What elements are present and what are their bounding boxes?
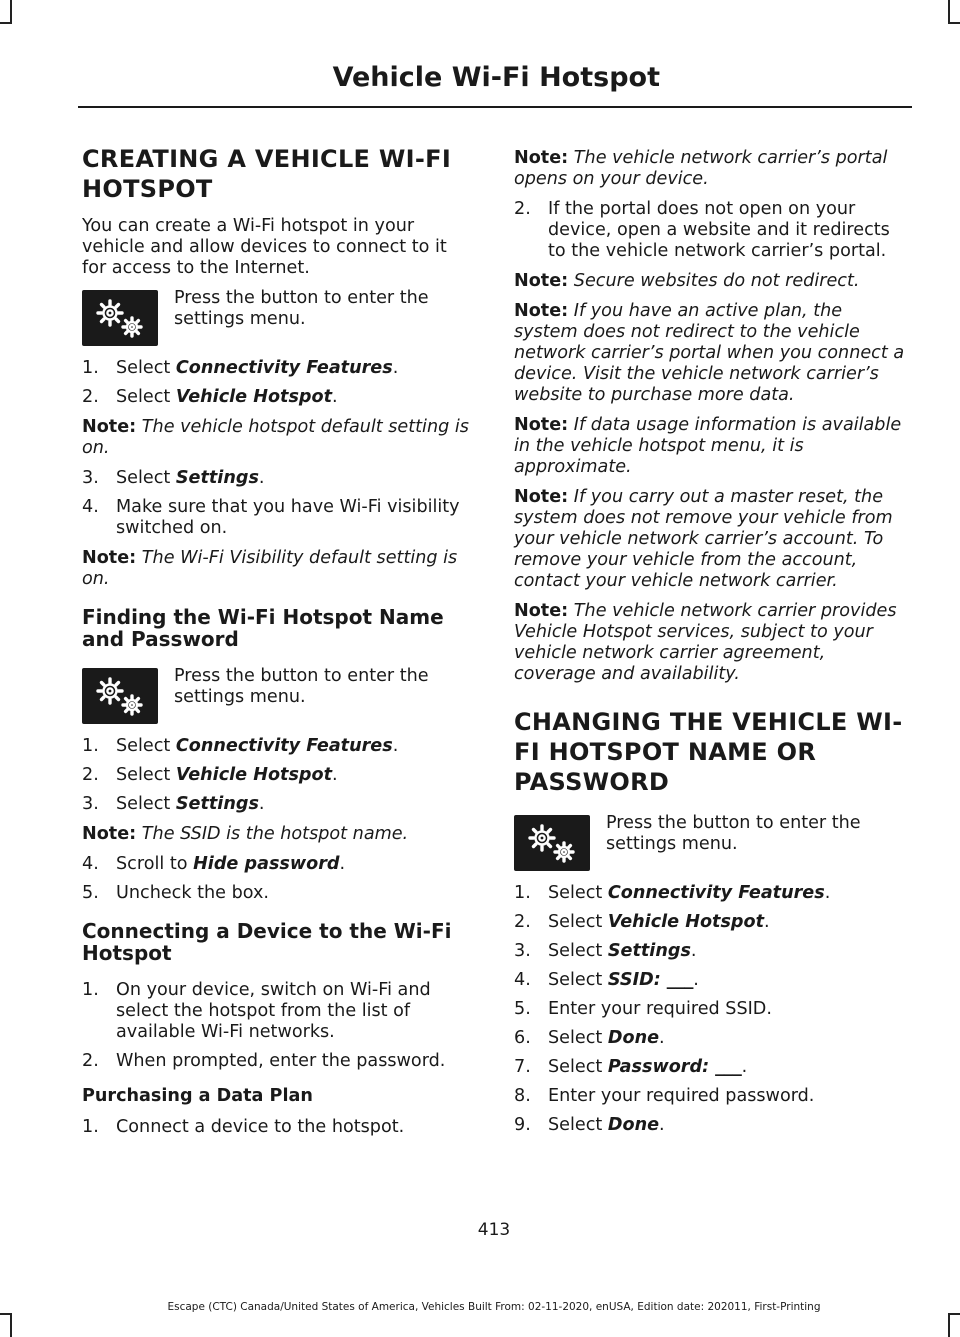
note: Note: Secure websites do not redirect.: [514, 271, 860, 291]
crop-mark: [0, 1313, 12, 1315]
heading-line: FI HOTSPOT NAME OR: [514, 738, 817, 766]
step-list: [82, 736, 474, 815]
step-text: .: [764, 912, 770, 932]
settings-instruction-text: Press the button to enter the settings menu.: [174, 288, 429, 329]
settings-instruction: [82, 666, 474, 724]
step-text: .: [332, 387, 338, 407]
note: Note: The vehicle network carrier’s portal opens on your device.: [514, 148, 888, 189]
note: Note: If you have an active plan, the system does not redirect to the vehicle network carrier’s portal when you connect a device. Visit the vehicle network carrier’s website to purchase more data.: [514, 301, 905, 405]
step-number: 1.: [82, 1117, 99, 1137]
list-item: [514, 941, 910, 962]
step-text: .: [824, 883, 831, 903]
list-item: [514, 999, 910, 1020]
step-text: .: [339, 854, 346, 874]
step-text: .: [693, 970, 699, 990]
step-number: 3.: [514, 941, 531, 961]
step-number: 1.: [82, 980, 99, 1000]
step-number: 5.: [82, 883, 99, 903]
step-number: 2.: [82, 765, 99, 785]
list-item: [82, 794, 474, 815]
step-text: Select: [116, 736, 176, 756]
note: Note: If data usage information is available in the vehicle hotspot menu, it is approximate.: [514, 415, 902, 477]
step-text: .: [392, 736, 399, 756]
step-list: [82, 358, 474, 408]
heading-line: CHANGING THE VEHICLE WI-: [514, 708, 903, 736]
note: Note: The SSID is the hotspot name.: [82, 824, 409, 844]
step-text: Select: [116, 765, 176, 785]
list-item: [82, 980, 474, 1043]
step-text: .: [258, 468, 265, 488]
note: Note: The vehicle hotspot default setting is on.: [82, 417, 469, 458]
intro-paragraph: You can create a Wi-Fi hotspot in your vehicle and allow devices to connect to it for access to the Internet.: [82, 216, 447, 278]
step-number: 1.: [82, 736, 99, 756]
crop-mark: [10, 0, 12, 22]
gear-icon: [514, 815, 590, 871]
step-text: .: [690, 941, 697, 961]
step-text: Uncheck the box.: [116, 883, 269, 903]
step-number: 5.: [514, 999, 531, 1019]
step-number: 4.: [82, 854, 99, 874]
list-item: [514, 199, 910, 262]
menu-option-name: Done: [607, 1028, 660, 1048]
menu-option-name: Connectivity Features: [175, 358, 393, 378]
menu-option-name: Settings: [175, 794, 259, 814]
menu-option-name: Vehicle Hotspot: [175, 765, 333, 785]
step-text: .: [659, 1115, 665, 1135]
step-number: 2.: [514, 199, 531, 219]
step-text: Enter your required password.: [548, 1086, 815, 1106]
list-item: [82, 1051, 474, 1072]
list-item: [82, 765, 474, 786]
footer-edition-text: Escape (CTC) Canada/United States of America, Vehicles Built From: 02-11-2020, enUSA, Edition date: 202011, First-Printing: [167, 1301, 821, 1313]
step-list: [514, 199, 910, 262]
list-item: [514, 883, 910, 904]
list-item: [82, 358, 474, 379]
section-heading: [514, 707, 910, 797]
settings-instruction-text: Press the button to enter the settings menu.: [174, 666, 429, 707]
menu-option-name: Hide password: [193, 854, 340, 874]
step-text: .: [332, 765, 338, 785]
step-number: 9.: [514, 1115, 531, 1135]
step-list: [82, 980, 474, 1072]
menu-option-name: Vehicle Hotspot: [175, 387, 333, 407]
list-item: [82, 387, 474, 408]
step-text: Select: [116, 468, 176, 488]
step-text: .: [741, 1057, 748, 1077]
subsection-heading: Connecting a Device to the Wi-Fi Hotspot: [82, 919, 452, 965]
menu-option-name: Connectivity Features: [607, 883, 825, 903]
list-item: [514, 1028, 910, 1049]
list-item: [82, 883, 474, 904]
crop-mark: [0, 22, 12, 24]
step-text: On your device, switch on Wi-Fi and select the hotspot from the list of available Wi-Fi networks.: [116, 980, 431, 1042]
step-number: 8.: [514, 1086, 531, 1106]
crop-mark: [948, 0, 950, 22]
step-text: .: [392, 358, 399, 378]
subsection-heading: Purchasing a Data Plan: [82, 1086, 313, 1106]
step-text: Make sure that you have Wi-Fi visibility switched on.: [116, 497, 460, 538]
heading-line: PASSWORD: [514, 768, 670, 796]
step-text: Select: [548, 941, 608, 961]
step-list: [82, 1117, 474, 1138]
step-text: Scroll to: [116, 854, 194, 874]
step-number: 4.: [514, 970, 531, 990]
step-text: Select: [548, 1028, 608, 1048]
step-text: Enter your required SSID.: [548, 999, 772, 1019]
list-item: [514, 970, 910, 991]
heading-line: CREATING A VEHICLE WI-FI: [82, 145, 452, 173]
crop-mark: [948, 1313, 960, 1315]
step-list: [82, 468, 474, 539]
list-item: [514, 912, 910, 933]
menu-option-name: Done: [607, 1115, 660, 1135]
note: Note: The Wi-Fi Visibility default setting is on.: [82, 548, 458, 589]
note: Note: If you carry out a master reset, the system does not remove your vehicle from your vehicle network carrier’s account. To remove your vehicle from the account, contact your vehicle network carrier.: [514, 487, 893, 591]
menu-option-name: Password: ___: [607, 1057, 742, 1077]
settings-instruction-text: Press the button to enter the settings menu.: [606, 813, 861, 854]
page-number: 413: [477, 1220, 511, 1240]
menu-option-name: Settings: [175, 468, 259, 488]
settings-instruction: [514, 813, 910, 871]
step-text: When prompted, enter the password.: [116, 1051, 446, 1071]
list-item: [82, 1117, 474, 1138]
step-text: Select: [548, 1057, 608, 1077]
step-number: 6.: [514, 1028, 531, 1048]
crop-mark: [10, 1315, 12, 1337]
menu-option-name: Vehicle Hotspot: [607, 912, 765, 932]
step-text: Select: [548, 970, 608, 990]
header-rule: [78, 106, 912, 108]
menu-option-name: Settings: [607, 941, 691, 961]
left-column: [82, 144, 474, 1147]
settings-instruction: [82, 288, 474, 346]
gear-icon: [82, 668, 158, 724]
step-text: Select: [116, 387, 176, 407]
section-heading: [82, 144, 474, 204]
list-item: [514, 1086, 910, 1107]
step-number: 2.: [82, 1051, 99, 1071]
step-number: 4.: [82, 497, 99, 517]
menu-option-name: Connectivity Features: [175, 736, 393, 756]
step-text: Select: [116, 358, 176, 378]
heading-line: HOTSPOT: [82, 175, 213, 203]
step-number: 3.: [82, 794, 99, 814]
right-column: [514, 148, 910, 1145]
step-text: Connect a device to the hotspot.: [116, 1117, 405, 1137]
step-number: 1.: [82, 358, 99, 378]
step-number: 2.: [514, 912, 531, 932]
step-number: 3.: [82, 468, 99, 488]
gear-icon: [82, 290, 158, 346]
crop-mark: [948, 1315, 950, 1337]
page-header-title: Vehicle Wi-Fi Hotspot: [332, 62, 660, 93]
list-item: [82, 468, 474, 489]
list-item: [514, 1115, 910, 1136]
step-number: 7.: [514, 1057, 531, 1077]
list-item: [82, 497, 474, 539]
list-item: [82, 736, 474, 757]
list-item: [82, 854, 474, 875]
subsection-heading: Finding the Wi-Fi Hotspot Name and Password: [82, 605, 444, 651]
step-text: Select: [548, 883, 608, 903]
menu-option-name: SSID: ___: [607, 970, 694, 990]
list-item: [514, 1057, 910, 1078]
step-text: .: [258, 794, 265, 814]
step-text: Select: [548, 912, 608, 932]
step-list: [82, 854, 474, 904]
step-text: If the portal does not open on your device, open a website and it redirects to the vehicle network carrier’s portal.: [548, 199, 890, 261]
step-text: Select: [116, 794, 176, 814]
step-text: Select: [548, 1115, 608, 1135]
note: Note: The vehicle network carrier provides Vehicle Hotspot services, subject to your vehicle network carrier agreement, coverage and availability.: [514, 601, 897, 684]
crop-mark: [948, 22, 960, 24]
step-text: .: [659, 1028, 665, 1048]
step-number: 1.: [514, 883, 531, 903]
step-number: 2.: [82, 387, 99, 407]
step-list: [514, 883, 910, 1136]
